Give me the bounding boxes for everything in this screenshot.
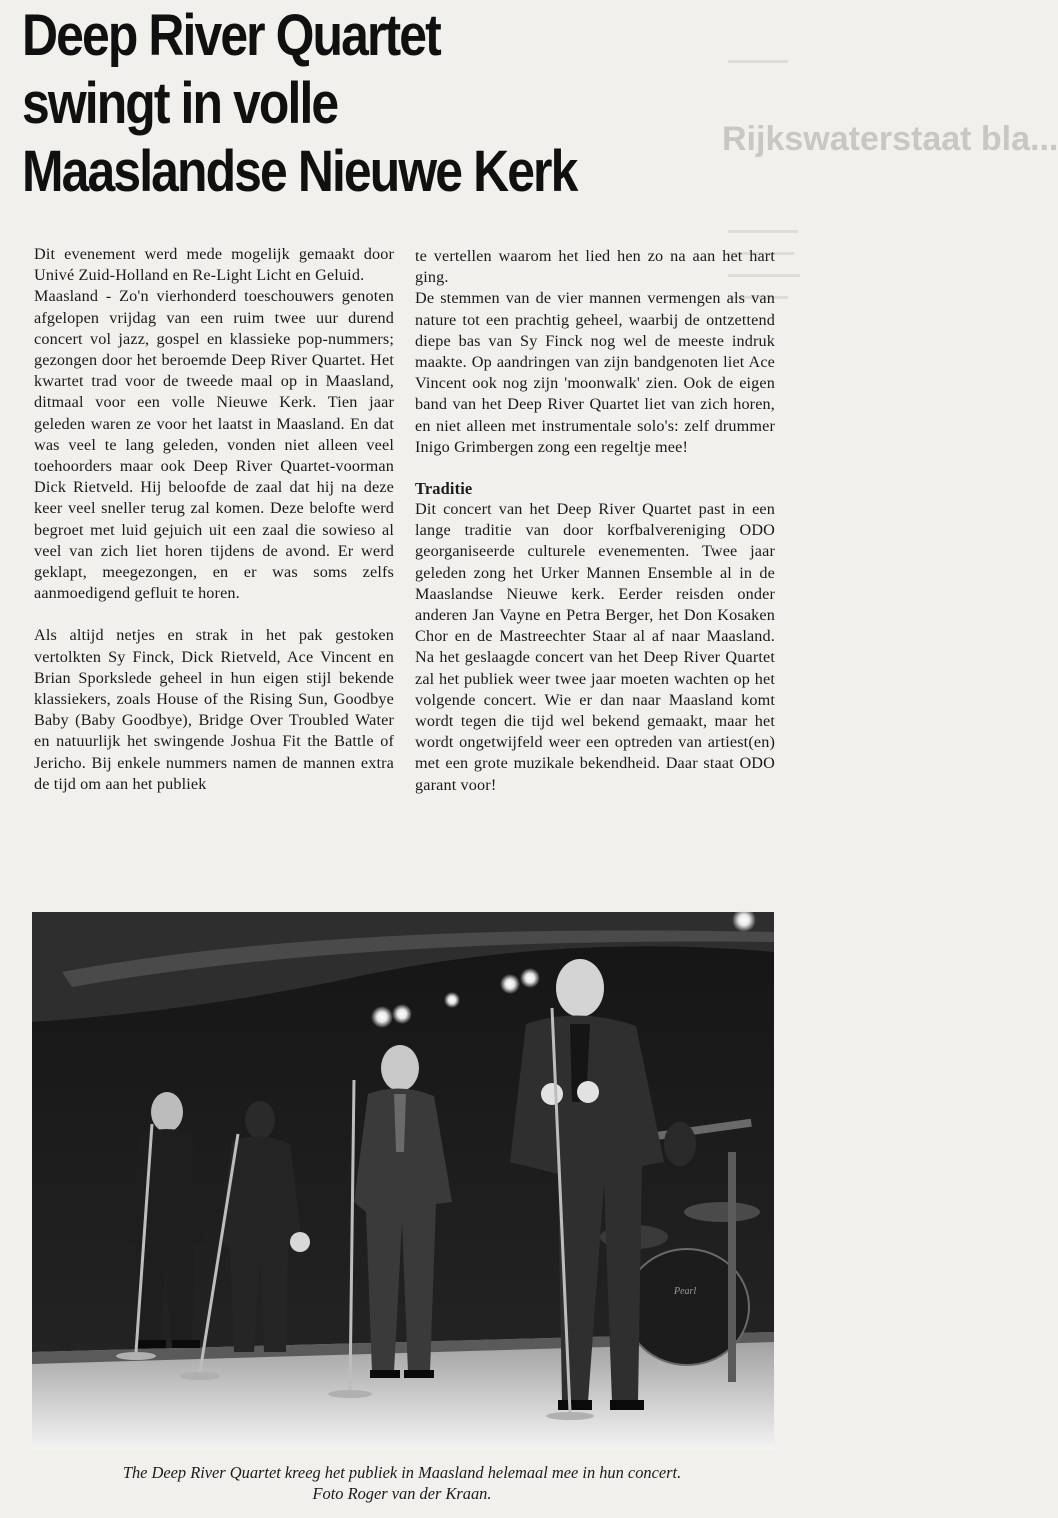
- body-paragraph: Dit concert van het Deep River Quartet past in een lange traditie van door korfbalvereniging ODO georganiseerde culturele evenementen. Twee jaar geleden zong het Urker Mannen Ensemble al in de Maaslandse Nieuwe kerk. Eerder reisden onder anderen Jan Vayne en Petra Berger, het Don Kosaken Chor en de Mastreechter Staar al af naar Maasland. Na het geslaagde concert van het Deep River Quartet zal het publiek weer twee jaar moeten wachten op het volgende concert. Wie er dan naar Maasland komt wordt tegen die tijd wel bekend gemaakt, maar het wordt ongetwijfeld weer een optreden van artiest(en) met een grote muzikale bekendheid. Daar staat ODO garant voor!: [415, 500, 775, 794]
- photo-credit: Foto Roger van der Kraan.: [312, 1484, 492, 1503]
- article-column-right: [415, 246, 775, 796]
- subheading: Traditie: [415, 479, 473, 499]
- drum-brand: Pearl: [674, 1286, 697, 1297]
- headline-line-3: Maaslandse Nieuwe Kerk: [22, 139, 577, 204]
- article-column-left: [34, 244, 394, 795]
- concert-photo: [32, 912, 774, 1450]
- bleed-through-heading: Rijkswaterstaat bla...: [722, 120, 1058, 158]
- headline-line-2: swingt in volle: [22, 71, 338, 136]
- body-paragraph: Maasland - Zo'n vierhonderd toeschouwers genoten afgelopen vrijdag van een ruim twee uur durend concert vol jazz, gospel en klassieke pop-nummers; gezongen door het beroemde Deep River Quartet. Het kwartet trad voor de tweede maal op in Maasland, ditmaal voor een volle Nieuwe Kerk. Tien jaar geleden waren ze voor het laatst in Maasland. En dat was veel te lang geleden, vonden niet alleen veel toehoorders maar ook Deep River Quartet-voorman Dick Rietveld. Hij beloofde de zaal dat hij na deze keer veel sneller terug zal komen. Deze belofte werd begroet met luid gejuich uit een zaal die sowieso al veel van zich liet horen tijdens de avond. Er werd geklapt, meegezongen, en er was soms zelfs aanmoedigend gefluit te horen.: [34, 287, 394, 603]
- body-paragraph: te vertellen waarom het lied hen zo na aan het hart ging.: [415, 247, 775, 287]
- headline: [22, 2, 722, 206]
- caption-text: The Deep River Quartet kreeg het publiek in Maasland helemaal mee in hun concert.: [122, 1463, 682, 1482]
- photo-caption: [0, 1462, 804, 1504]
- headline-line-1: Deep River Quartet: [22, 3, 440, 68]
- body-paragraph: Als altijd netjes en strak in het pak gestoken vertolkten Sy Finck, Dick Rietveld, Ace Vincent en Brian Sporkslede geheel in hun eigen stijl bekende klassiekers, zoals House of the Rising Sun, Goodbye Baby (Baby Goodbye), Bridge Over Troubled Water en natuurlijk het swingende Joshua Fit the Battle of Jericho. Bij enkele nummers namen de mannen extra de tijd om aan het publiek: [34, 626, 394, 793]
- intro-paragraph: Dit evenement werd mede mogelijk gemaakt door Univé Zuid-Holland en Re-Light Licht en Geluid.: [34, 245, 394, 285]
- body-paragraph: De stemmen van de vier mannen vermengen als van nature tot een prachtig geheel, waarbij de ontzettend diepe bas van Sy Finck nog wel de meeste indruk maakte. Op aandringen van zijn bandgenoten liet Ace Vincent ook nog zijn 'moonwalk' zien. Ook de eigen band van het Deep River Quartet liet van zich horen, en niet alleen met instrumentale solo's: zelf drummer Inigo Grimbergen zong een regeltje mee!: [415, 289, 775, 456]
